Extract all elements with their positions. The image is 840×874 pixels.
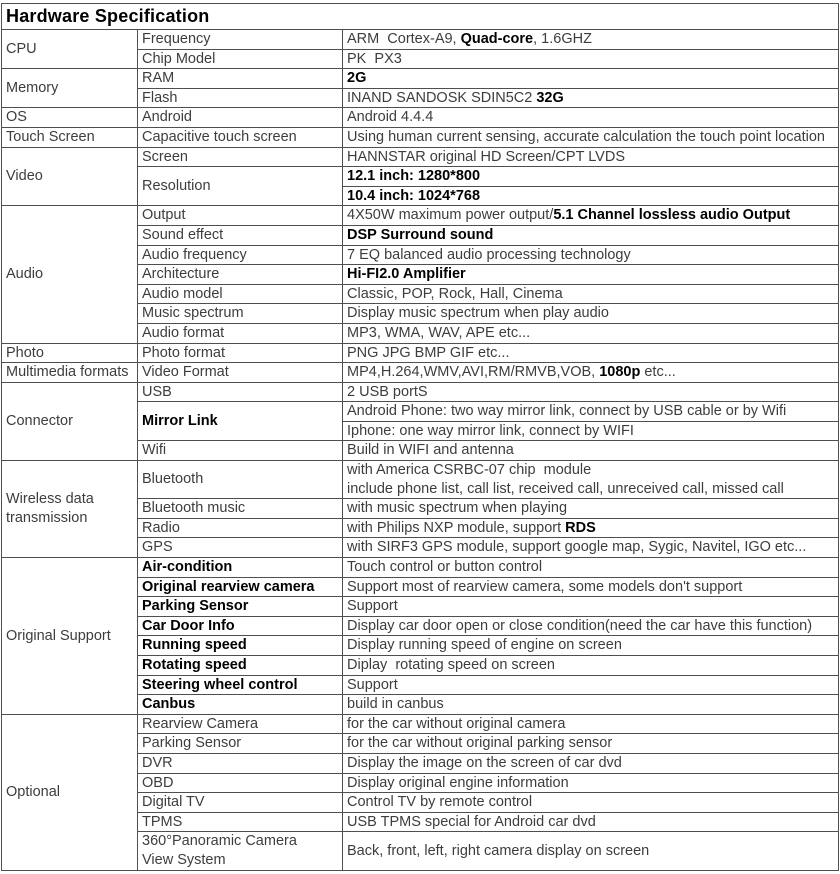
text-line: Architecture: [142, 266, 220, 283]
text-line: Sound effect: [142, 226, 224, 243]
attribute-cell: [138, 714, 343, 734]
spec-row: [2, 127, 839, 147]
attribute-cell: [138, 734, 343, 754]
value-cell: [343, 186, 839, 206]
value-cell: [343, 753, 839, 773]
value-cell: [343, 734, 839, 754]
text-line: RAM: [142, 70, 175, 87]
value-cell: [343, 30, 839, 50]
text-line: Steering wheel control: [142, 676, 298, 693]
spec-row: [2, 108, 839, 128]
attribute-cell: [138, 461, 343, 499]
value-cell: [343, 323, 839, 343]
attribute-cell: [138, 441, 343, 461]
attribute-cell: [138, 343, 343, 363]
value-cell: [343, 675, 839, 695]
text-line: for the car without original parking sensor: [347, 735, 613, 752]
text-line: Air-condition: [142, 559, 233, 576]
value-cell: [343, 225, 839, 245]
attribute-cell: [138, 577, 343, 597]
attribute-cell: [138, 147, 343, 167]
text-line: 7 EQ balanced audio processing technology: [347, 246, 631, 263]
category-cell: [2, 30, 138, 69]
text-line: Canbus: [142, 696, 196, 713]
value-cell: [343, 88, 839, 108]
spec-row: [2, 461, 839, 499]
category-cell: [2, 714, 138, 870]
text-line: HANNSTAR original HD Screen/CPT LVDS: [347, 148, 625, 165]
attribute-cell: [138, 812, 343, 832]
text-line: Rotating speed: [142, 657, 247, 673]
attribute-cell: [138, 636, 343, 656]
spec-row: [2, 69, 839, 89]
text-line: Classic, POP, Rock, Hall, Cinema: [347, 285, 563, 302]
value-cell: [343, 832, 839, 870]
value-cell: [343, 304, 839, 324]
text-line: Running speed: [142, 637, 247, 654]
attribute-cell: [138, 793, 343, 813]
text-line: Memory: [6, 79, 59, 96]
attribute-cell: [138, 304, 343, 324]
text-line: Music spectrum: [142, 305, 244, 322]
text-line: Display music spectrum when play audio: [347, 305, 609, 322]
value-cell: [343, 127, 839, 147]
attribute-cell: [138, 695, 343, 715]
text-line: include phone list, call list, received call, unreceived call, missed call: [347, 480, 784, 497]
text-line: Android Phone: two way mirror link, connect by USB cable or by Wifi: [347, 403, 787, 420]
category-cell: [2, 147, 138, 206]
text-line: Wireless data: [6, 491, 94, 508]
value-cell: [343, 812, 839, 832]
attribute-cell: [138, 127, 343, 147]
text-line: PK PX3: [347, 50, 402, 67]
attribute-cell: [138, 363, 343, 383]
text-line: Display the image on the screen of car dvd: [347, 754, 622, 771]
attribute-cell: [138, 773, 343, 793]
title-row: [2, 4, 839, 30]
text-line: Android: [142, 109, 192, 126]
value-cell: [343, 402, 839, 422]
category-cell: [2, 363, 138, 383]
attribute-cell: [138, 616, 343, 636]
text-line: TPMS: [142, 813, 183, 830]
text-line: Car Door Info: [142, 617, 235, 634]
text-line: Parking Sensor: [142, 598, 249, 615]
text-line: Connector: [6, 413, 73, 430]
text-line: Parking Sensor: [142, 735, 242, 752]
text-line: Output: [142, 207, 186, 224]
text-line: CPU: [6, 40, 37, 57]
text-line: Using human current sensing, accurate calculation the touch point location: [347, 128, 825, 145]
category-cell: [2, 461, 138, 558]
attribute-cell: [138, 402, 343, 441]
spec-row: [2, 382, 839, 402]
value-cell: [343, 518, 839, 538]
value-cell: [343, 499, 839, 519]
value-cell: [343, 461, 839, 499]
spec-row: [2, 147, 839, 167]
attribute-cell: [138, 206, 343, 226]
text-line: Audio model: [142, 285, 223, 302]
text-line: Flash: [142, 89, 178, 106]
value-cell: [343, 147, 839, 167]
text-line: Frequency: [142, 31, 211, 47]
page-title: Hardware Specification: [2, 4, 839, 30]
text-line: 10.4 inch: 1024*768: [347, 187, 481, 204]
attribute-cell: [138, 225, 343, 245]
category-cell: [2, 108, 138, 128]
attribute-cell: [138, 558, 343, 578]
value-cell: [343, 382, 839, 402]
attribute-cell: [138, 499, 343, 519]
attribute-cell: [138, 88, 343, 108]
text-line: with music spectrum when playing: [347, 500, 568, 517]
text-line: USB TPMS special for Android car dvd: [347, 813, 596, 830]
text-line: Display car door open or close condition(need the car have this function): [347, 617, 813, 634]
text-line: Bluetooth music: [142, 500, 246, 517]
category-cell: [2, 69, 138, 108]
text-line: 4X50W maximum power output/5.1 Channel lossless audio Output: [347, 207, 791, 224]
attribute-cell: [138, 323, 343, 343]
attribute-cell: [138, 108, 343, 128]
value-cell: [343, 558, 839, 578]
value-cell: [343, 577, 839, 597]
value-cell: [343, 284, 839, 304]
spec-row: [2, 558, 839, 578]
attribute-cell: [138, 753, 343, 773]
text-line: 2G: [347, 70, 367, 87]
value-cell: [343, 714, 839, 734]
value-cell: [343, 265, 839, 285]
attribute-cell: [138, 167, 343, 206]
text-line: DVR: [142, 754, 173, 771]
value-cell: [343, 656, 839, 676]
spec-row: [2, 714, 839, 734]
category-cell: [2, 382, 138, 460]
value-cell: [343, 793, 839, 813]
value-cell: [343, 597, 839, 617]
text-line: OBD: [142, 774, 174, 791]
value-cell: [343, 616, 839, 636]
value-cell: [343, 773, 839, 793]
text-line: ARM Cortex-A9, Quad-core, 1.6GHZ: [347, 31, 592, 47]
value-cell: [343, 538, 839, 558]
attribute-cell: [138, 382, 343, 402]
text-line: MP3, WMA, WAV, APE etc...: [347, 324, 531, 341]
text-line: Original rearview camera: [142, 578, 315, 595]
attribute-cell: [138, 49, 343, 69]
value-cell: [343, 245, 839, 265]
text-line: MP4,H.264,WMV,AVI,RM/RMVB,VOB, 1080p etc...: [347, 364, 676, 381]
text-line: with SIRF3 GPS module, support google map, Sygic, Navitel, IGO etc...: [347, 539, 807, 556]
value-cell: [343, 343, 839, 363]
text-line: Android 4.4.4: [347, 109, 434, 126]
value-cell: [343, 695, 839, 715]
text-line: 360°Panoramic Camera: [142, 833, 297, 850]
text-line: Support: [347, 598, 398, 615]
text-line: Touch Screen: [6, 128, 95, 145]
text-line: Audio frequency: [142, 246, 247, 263]
attribute-cell: [138, 69, 343, 89]
attribute-cell: [138, 265, 343, 285]
text-line: OS: [6, 109, 27, 126]
text-line: Back, front, left, right camera display on screen: [347, 842, 650, 859]
text-line: Resolution: [142, 177, 211, 194]
text-line: Chip Model: [142, 50, 216, 67]
text-line: GPS: [142, 539, 173, 556]
text-line: with Philips NXP module, support RDS: [347, 519, 596, 536]
spec-row: [2, 363, 839, 383]
value-cell: [343, 167, 839, 187]
text-line: Support: [347, 676, 398, 693]
spec-table-body: [2, 4, 839, 871]
text-line: Display original engine information: [347, 774, 569, 791]
text-line: 12.1 inch: 1280*800: [347, 168, 481, 185]
text-line: Original Support: [6, 627, 111, 644]
value-cell: [343, 421, 839, 441]
text-line: Rearview Camera: [142, 715, 259, 732]
text-line: Photo: [6, 344, 44, 361]
text-line: 2 USB portS: [347, 383, 428, 400]
text-line: Mirror Link: [142, 413, 218, 430]
text-line: Multimedia formats: [6, 364, 129, 381]
attribute-cell: [138, 832, 343, 870]
attribute-cell: [138, 30, 343, 50]
category-cell: [2, 206, 138, 343]
spec-row: [2, 343, 839, 363]
text-line: Bluetooth: [142, 471, 204, 488]
text-line: Iphone: one way mirror link, connect by WIFI: [347, 422, 634, 439]
attribute-cell: [138, 597, 343, 617]
value-cell: [343, 636, 839, 656]
text-line: Hi-FI2.0 Amplifier: [347, 266, 466, 283]
text-line: Support most of rearview camera, some models don't support: [347, 578, 743, 595]
spec-row: [2, 206, 839, 226]
value-cell: [343, 49, 839, 69]
text-line: Photo format: [142, 344, 226, 361]
text-line: Radio: [142, 519, 180, 536]
text-line: Wifi: [142, 442, 167, 459]
text-line: with America CSRBC-07 chip module: [347, 462, 592, 479]
text-line: Control TV by remote control: [347, 794, 533, 811]
category-cell: [2, 127, 138, 147]
category-cell: [2, 558, 138, 715]
attribute-cell: [138, 656, 343, 676]
value-cell: [343, 441, 839, 461]
value-cell: [343, 363, 839, 383]
attribute-cell: [138, 675, 343, 695]
text-line: DSP Surround sound: [347, 226, 494, 243]
text-line: Build in WIFI and antenna: [347, 442, 514, 459]
value-cell: [343, 206, 839, 226]
text-line: Audio format: [142, 324, 225, 341]
attribute-cell: [138, 518, 343, 538]
hardware-spec-table: [1, 3, 839, 871]
text-line: PNG JPG BMP GIF etc...: [347, 344, 510, 361]
text-line: for the car without original camera: [347, 715, 566, 732]
text-line: build in canbus: [347, 696, 444, 713]
text-line: View System: [142, 851, 226, 868]
category-cell: [2, 343, 138, 363]
attribute-cell: [138, 245, 343, 265]
text-line: Optional: [6, 783, 61, 800]
attribute-cell: [138, 538, 343, 558]
text-line: Touch control or button control: [347, 559, 543, 576]
attribute-cell: [138, 284, 343, 304]
text-line: Digital TV: [142, 794, 205, 811]
value-cell: [343, 108, 839, 128]
text-line: Diplay rotating speed on screen: [347, 657, 555, 673]
text-line: USB: [142, 383, 172, 400]
text-line: Capacitive touch screen: [142, 128, 297, 145]
text-line: Video Format: [142, 364, 229, 381]
value-cell: [343, 69, 839, 89]
text-line: transmission: [6, 510, 88, 527]
spec-row: [2, 30, 839, 50]
text-line: Video: [6, 168, 43, 185]
text-line: Display running speed of engine on screen: [347, 637, 622, 654]
text-line: Audio: [6, 266, 44, 283]
text-line: Screen: [142, 148, 188, 165]
text-line: INAND SANDOSK SDIN5C2 32G: [347, 89, 564, 106]
